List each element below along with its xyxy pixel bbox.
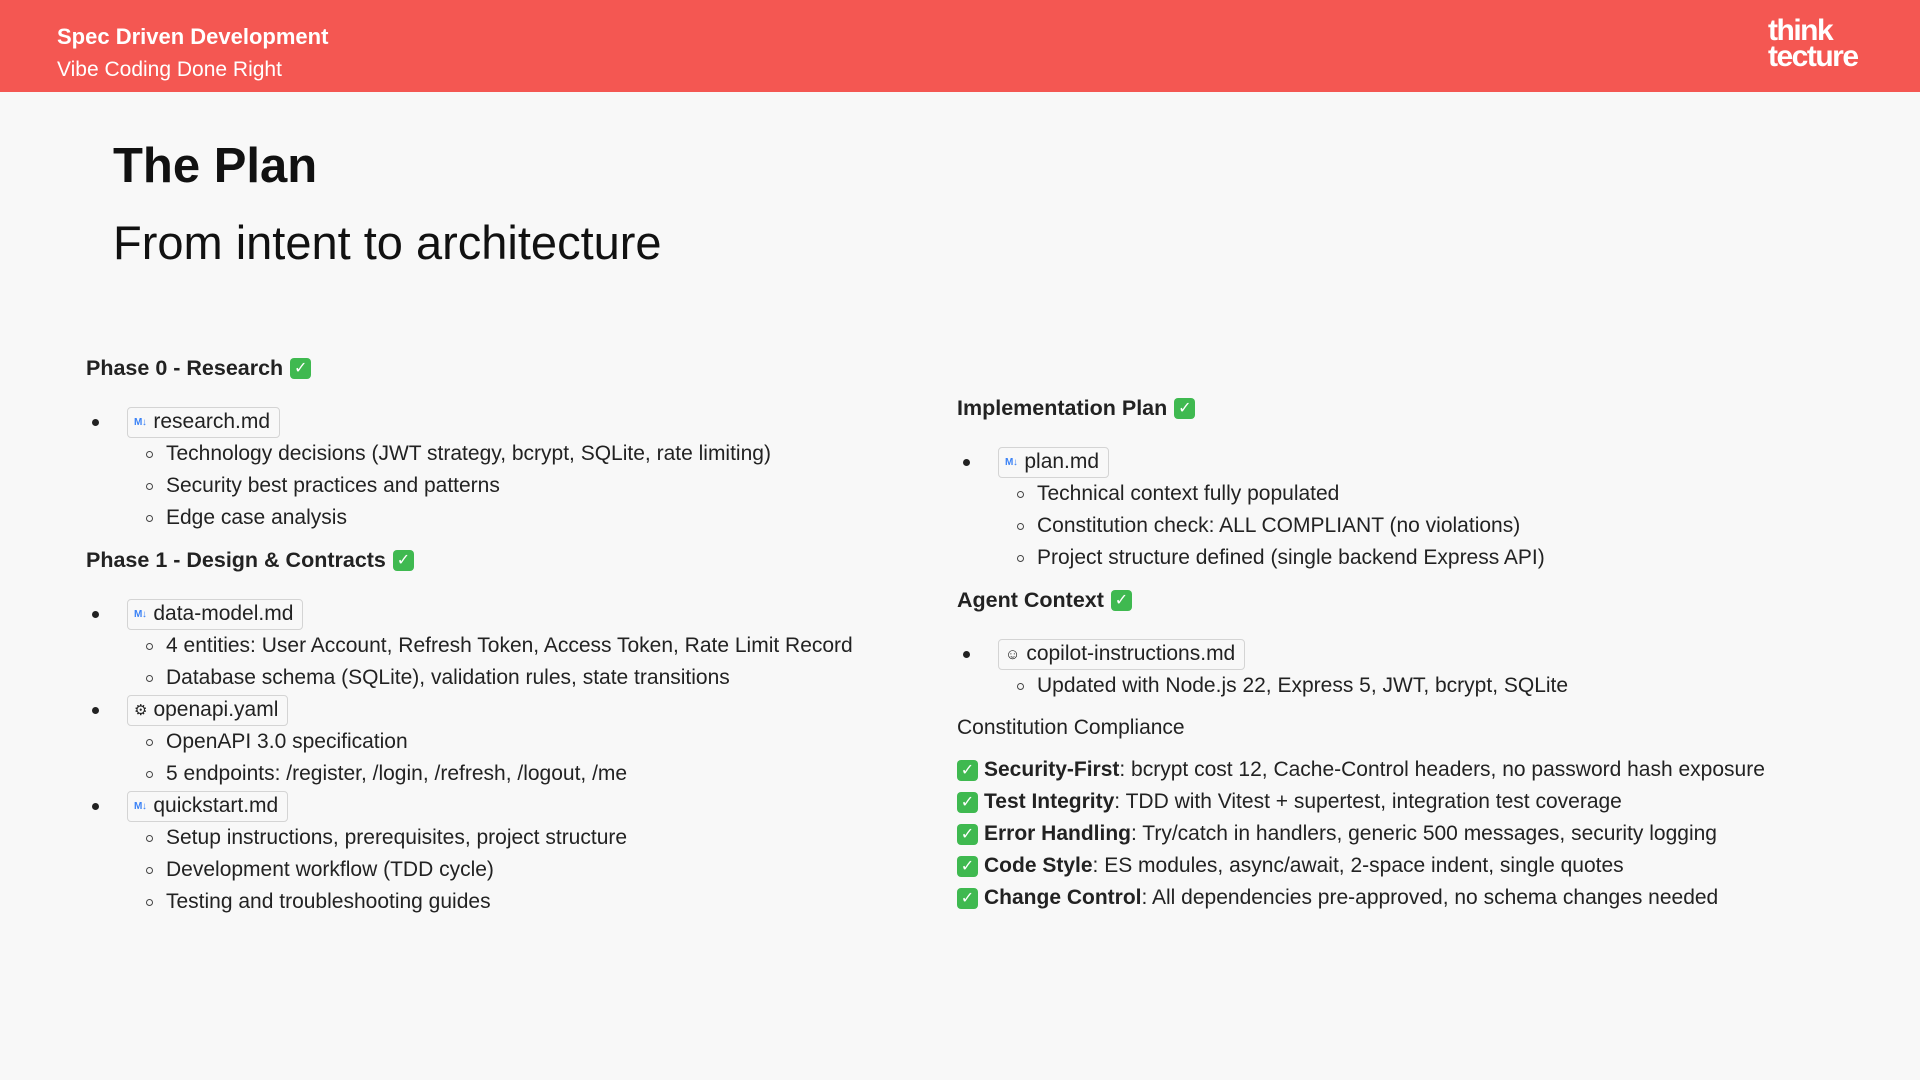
right-column [957,392,1897,914]
list-item: Technical context fully populated [1037,478,1897,510]
slide-subtitle: From intent to architecture [113,216,662,269]
phase1-heading: Phase 1 - Design & Contracts ✓ [86,544,946,576]
list-item: 5 endpoints: /register, /login, /refresh, /logout, /me [166,758,946,790]
list-item [127,406,946,438]
file-chip-research[interactable]: M↓ research.md [127,407,280,438]
file-chip-openapi[interactable]: ⚙ openapi.yaml [127,695,288,726]
compliance-heading: Constitution Compliance [957,716,1185,739]
compliance-item: ✓ Test Integrity : TDD with Vitest + supertest, integration test coverage [957,786,1897,818]
markdown-icon: M↓ [134,800,147,812]
check-icon: ✓ [957,856,978,877]
file-chip-data-model[interactable]: M↓ data-model.md [127,599,303,630]
check-icon: ✓ [957,760,978,781]
list-item [127,790,946,822]
check-icon: ✓ [957,824,978,845]
check-icon: ✓ [290,358,311,379]
compliance-item: ✓ Change Control : All dependencies pre-approved, no schema changes needed [957,882,1897,914]
thinktecture-logo: think tecture [1768,14,1858,73]
copilot-icon: ☺ [1005,645,1021,663]
list-item: Database schema (SQLite), validation rules, state transitions [166,662,946,694]
list-item: Edge case analysis [166,502,946,534]
list-item: 4 entities: User Account, Refresh Token, Access Token, Rate Limit Record [166,630,946,662]
list-item [127,598,946,630]
list-item [998,638,1897,670]
file-chip-copilot[interactable]: ☺ copilot-instructions.md [998,639,1245,670]
phase0-heading: Phase 0 - Research ✓ [86,352,946,384]
header-bar [0,0,1920,92]
check-icon: ✓ [957,888,978,909]
list-item: Technology decisions (JWT strategy, bcrypt, SQLite, rate limiting) [166,438,946,470]
left-column [86,352,946,918]
file-chip-quickstart[interactable]: M↓ quickstart.md [127,791,288,822]
list-item: Security best practices and patterns [166,470,946,502]
check-icon: ✓ [1111,590,1132,611]
agent-context-heading: Agent Context ✓ [957,584,1897,616]
check-icon: ✓ [393,550,414,571]
list-item: Project structure defined (single backend Express API) [1037,542,1897,574]
implementation-plan-heading: Implementation Plan ✓ [957,392,1897,424]
file-chip-plan[interactable]: M↓ plan.md [998,447,1109,478]
compliance-item: ✓ Code Style : ES modules, async/await, 2-space indent, single quotes [957,850,1897,882]
list-item: Constitution check: ALL COMPLIANT (no violations) [1037,510,1897,542]
slide-title: The Plan [113,139,318,193]
list-item: Updated with Node.js 22, Express 5, JWT, bcrypt, SQLite [1037,670,1897,702]
list-item: Testing and troubleshooting guides [166,886,946,918]
openapi-icon: ⚙ [134,702,148,719]
markdown-icon: M↓ [1005,456,1018,468]
deck-title: Spec Driven Development [57,24,329,49]
list-item: Setup instructions, prerequisites, project structure [166,822,946,854]
list-item: Development workflow (TDD cycle) [166,854,946,886]
compliance-item: ✓ Security-First : bcrypt cost 12, Cache-Control headers, no password hash exposure [957,754,1897,786]
check-icon: ✓ [1174,398,1195,419]
compliance-item: ✓ Error Handling : Try/catch in handlers, generic 500 messages, security logging [957,818,1897,850]
list-item [998,446,1897,478]
list-item [127,694,946,726]
list-item: OpenAPI 3.0 specification [166,726,946,758]
markdown-icon: M↓ [134,608,147,620]
markdown-icon: M↓ [134,416,147,428]
check-icon: ✓ [957,792,978,813]
deck-subtitle: Vibe Coding Done Right [57,58,282,81]
